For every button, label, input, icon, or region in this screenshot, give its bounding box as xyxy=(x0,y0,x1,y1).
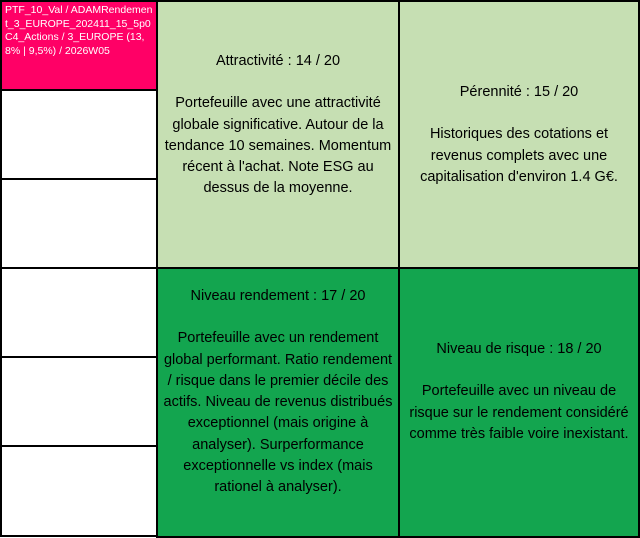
perennite-card xyxy=(398,0,640,269)
attractivite-text: Portefeuille avec une attractivité globale significative. Autour de la tendance 10 semaines. Momentum récent à l'achat. Note ESG au dessus de la moyenne. xyxy=(164,95,392,197)
empty-cell xyxy=(0,267,158,358)
risque-text: Portefeuille avec un niveau de risque sur le rendement considéré comme très faible voire inexistant. xyxy=(409,383,629,442)
empty-cell xyxy=(0,445,158,537)
perennite-title: Pérennité : 15 / 20 xyxy=(459,84,579,100)
risque-card xyxy=(398,267,640,538)
attractivite-title: Attractivité : 14 / 20 xyxy=(215,53,341,69)
empty-cell xyxy=(0,356,158,447)
portfolio-tag: PTF_10_Val / ADAMRendement_3_EUROPE_202411_15_5p0C4_Actions / 3_EUROPE (13,8% | 9,5%) / 2026W05 xyxy=(0,0,158,91)
empty-cell xyxy=(0,89,158,180)
attractivite-card xyxy=(156,0,400,269)
perennite-text: Historiques des cotations et revenus complets avec une capitalisation d'environ 1.4 G€. xyxy=(420,126,618,185)
empty-cell xyxy=(0,178,158,269)
risque-title: Niveau de risque : 18 / 20 xyxy=(436,341,602,357)
rendement-title: Niveau rendement : 17 / 20 xyxy=(190,288,366,304)
rendement-card xyxy=(156,267,400,538)
rendement-text: Portefeuille avec un rendement global performant. Ratio rendement / risque dans le premier décile des actifs. Niveau de revenus distribués exceptionnel (mais origine à analyser). Surperformance exceptionnelle vs index (mais rationel à analyser). xyxy=(163,330,393,496)
